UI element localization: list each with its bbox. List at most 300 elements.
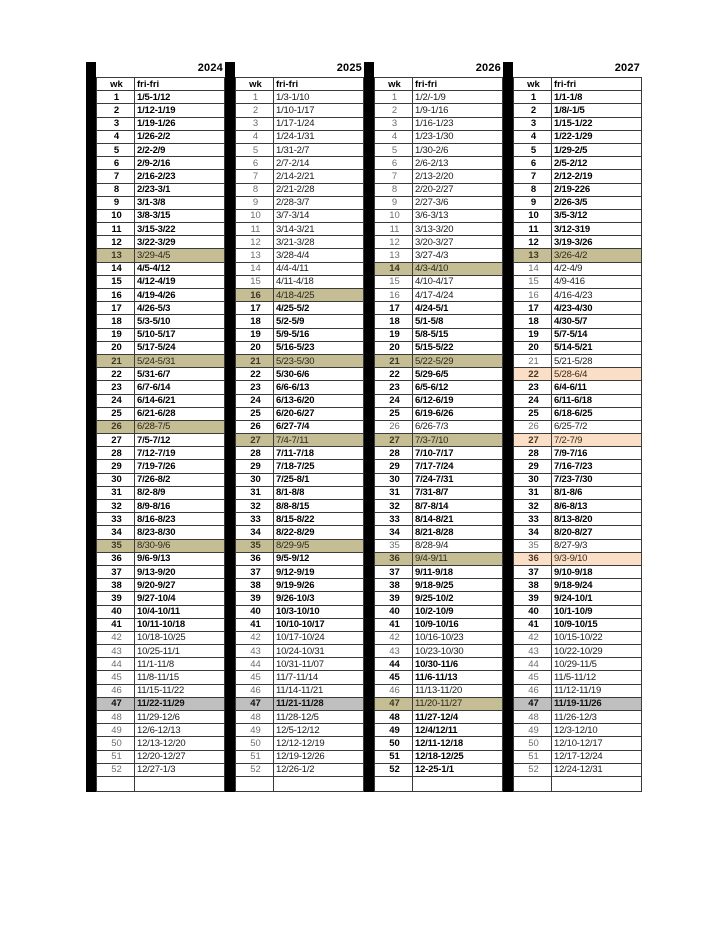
table-row[interactable]: [236, 539, 364, 552]
table-header-row: [375, 78, 503, 91]
week-range-cell: 6/6-6/13: [274, 381, 364, 394]
table-row[interactable]: [236, 724, 364, 737]
table-row[interactable]: [97, 631, 225, 644]
week-number-cell: 37: [97, 565, 135, 578]
week-number-cell: 51: [375, 750, 413, 763]
week-range-cell: 3/20-3/27: [413, 236, 503, 249]
table-row[interactable]: [97, 526, 225, 539]
week-number-cell: 3: [236, 117, 274, 130]
table-row[interactable]: [375, 354, 503, 367]
table-row[interactable]: [514, 104, 642, 117]
week-number-cell: 42: [236, 631, 274, 644]
table-row[interactable]: [236, 236, 364, 249]
week-number-cell: 33: [514, 513, 552, 526]
table-row[interactable]: [236, 262, 364, 275]
table-row[interactable]: [236, 302, 364, 315]
table-row[interactable]: [514, 486, 642, 499]
table-row[interactable]: [97, 117, 225, 130]
table-row[interactable]: [514, 605, 642, 618]
week-number-cell: 32: [375, 500, 413, 513]
table-row[interactable]: [236, 315, 364, 328]
week-number-cell: 45: [514, 671, 552, 684]
week-number-cell: 41: [514, 618, 552, 631]
week-number-cell: 39: [236, 592, 274, 605]
table-row[interactable]: [514, 170, 642, 183]
week-range-cell: 5/1-5/8: [413, 315, 503, 328]
table-row[interactable]: [514, 157, 642, 170]
week-number-cell: 18: [514, 315, 552, 328]
week-range-cell: 1/29-2/5: [552, 143, 642, 156]
table-row[interactable]: [375, 618, 503, 631]
table-row[interactable]: [375, 763, 503, 776]
week-number-cell: 39: [514, 592, 552, 605]
table-row[interactable]: [375, 117, 503, 130]
week-range-cell: 10/9-10/16: [413, 618, 503, 631]
table-row[interactable]: [236, 341, 364, 354]
week-number-cell: 18: [236, 315, 274, 328]
table-row[interactable]: [97, 104, 225, 117]
table-row[interactable]: [375, 209, 503, 222]
table-row[interactable]: [236, 618, 364, 631]
table-row[interactable]: [97, 473, 225, 486]
table-row[interactable]: [375, 711, 503, 724]
table-row[interactable]: [514, 724, 642, 737]
table-row[interactable]: [375, 249, 503, 262]
table-row[interactable]: [97, 196, 225, 209]
table-row[interactable]: [97, 275, 225, 288]
week-range-cell: 8/1-8/8: [274, 486, 364, 499]
week-number-cell: 6: [375, 157, 413, 170]
table-row[interactable]: [97, 618, 225, 631]
table-row[interactable]: [514, 302, 642, 315]
week-range-cell: 12/13-12/20: [135, 737, 225, 750]
table-row[interactable]: [236, 565, 364, 578]
table-row[interactable]: [375, 565, 503, 578]
week-number-cell: 7: [236, 170, 274, 183]
table-row[interactable]: [375, 143, 503, 156]
table-row[interactable]: [375, 697, 503, 710]
week-range-cell: 10/31-11/07: [274, 658, 364, 671]
table-row[interactable]: [375, 381, 503, 394]
table-row[interactable]: [97, 684, 225, 697]
table-row[interactable]: [514, 262, 642, 275]
table-row[interactable]: [236, 631, 364, 644]
week-number-cell: 38: [514, 579, 552, 592]
table-row[interactable]: [97, 434, 225, 447]
table-row[interactable]: [375, 539, 503, 552]
table-row[interactable]: [375, 631, 503, 644]
week-number-cell: 20: [375, 341, 413, 354]
table-row[interactable]: [375, 130, 503, 143]
table-row[interactable]: [375, 236, 503, 249]
table-row[interactable]: [236, 447, 364, 460]
week-number-cell: 50: [514, 737, 552, 750]
table-row[interactable]: [236, 671, 364, 684]
week-number-cell: 23: [375, 381, 413, 394]
table-row[interactable]: [236, 117, 364, 130]
table-row[interactable]: [97, 737, 225, 750]
table-row[interactable]: [375, 513, 503, 526]
table-row[interactable]: [514, 684, 642, 697]
week-range-cell: 11/22-11/29: [135, 697, 225, 710]
table-row[interactable]: [375, 724, 503, 737]
table-row[interactable]: [514, 671, 642, 684]
week-number-cell: 33: [236, 513, 274, 526]
table-row[interactable]: [97, 645, 225, 658]
table-row[interactable]: [236, 157, 364, 170]
table-row[interactable]: [236, 605, 364, 618]
table-row[interactable]: [236, 407, 364, 420]
table-row[interactable]: [97, 315, 225, 328]
table-row[interactable]: [514, 223, 642, 236]
table-row[interactable]: [375, 407, 503, 420]
week-range-cell: 7/2-7/9: [552, 434, 642, 447]
week-number-cell: 40: [375, 605, 413, 618]
table-row[interactable]: [514, 249, 642, 262]
table-row[interactable]: [514, 697, 642, 710]
week-range-cell: 10/2-10/9: [413, 605, 503, 618]
table-row[interactable]: [514, 645, 642, 658]
table-row[interactable]: [375, 592, 503, 605]
week-range-cell: 12/6-12/13: [135, 724, 225, 737]
table-row[interactable]: [514, 381, 642, 394]
table-row[interactable]: [375, 486, 503, 499]
week-number-cell: 16: [97, 289, 135, 302]
table-row[interactable]: [236, 104, 364, 117]
table-row[interactable]: [375, 328, 503, 341]
table-row[interactable]: [97, 420, 225, 433]
table-row[interactable]: [514, 513, 642, 526]
week-range-cell: 5/29-6/5: [413, 368, 503, 381]
week-range-cell: 11/6-11/13: [413, 671, 503, 684]
table-row[interactable]: [236, 486, 364, 499]
week-range-cell: 5/3-5/10: [135, 315, 225, 328]
week-range-cell: 11/14-11/21: [274, 684, 364, 697]
table-row[interactable]: [514, 539, 642, 552]
table-row[interactable]: [97, 565, 225, 578]
week-range-cell: 7/10-7/17: [413, 447, 503, 460]
table-row[interactable]: [514, 315, 642, 328]
table-row[interactable]: [514, 473, 642, 486]
table-row[interactable]: [236, 500, 364, 513]
table-row[interactable]: [514, 143, 642, 156]
column-header-range: fri-fri: [274, 78, 364, 91]
table-row[interactable]: [375, 315, 503, 328]
week-number-cell: 44: [236, 658, 274, 671]
table-row[interactable]: [514, 236, 642, 249]
table-row[interactable]: [514, 552, 642, 565]
table-row[interactable]: [514, 394, 642, 407]
table-row[interactable]: [236, 684, 364, 697]
week-number-cell: 2: [375, 104, 413, 117]
table-row[interactable]: [97, 354, 225, 367]
table-row[interactable]: [236, 143, 364, 156]
week-range-cell: 1/12-1/19: [135, 104, 225, 117]
table-row[interactable]: [236, 434, 364, 447]
week-number-cell: 33: [375, 513, 413, 526]
table-row[interactable]: [97, 592, 225, 605]
table-row[interactable]: [236, 209, 364, 222]
table-row[interactable]: [375, 91, 503, 104]
week-number-cell: 46: [97, 684, 135, 697]
week-number-cell: 19: [514, 328, 552, 341]
table-row[interactable]: [375, 473, 503, 486]
table-row[interactable]: [236, 223, 364, 236]
table-row[interactable]: [97, 500, 225, 513]
table-row[interactable]: [375, 262, 503, 275]
table-row[interactable]: [236, 513, 364, 526]
table-row[interactable]: [97, 460, 225, 473]
table-row[interactable]: [97, 407, 225, 420]
week-range-cell: 4/11-4/18: [274, 275, 364, 288]
table-row[interactable]: [97, 579, 225, 592]
week-range-cell: 8/7-8/14: [413, 500, 503, 513]
table-row[interactable]: [514, 526, 642, 539]
table-row[interactable]: [375, 157, 503, 170]
table-row[interactable]: [514, 275, 642, 288]
table-row[interactable]: [514, 420, 642, 433]
week-number-cell: 12: [375, 236, 413, 249]
table-row[interactable]: [236, 460, 364, 473]
week-range-cell: 8/22-8/29: [274, 526, 364, 539]
table-row[interactable]: [514, 750, 642, 763]
table-row[interactable]: [97, 302, 225, 315]
table-row[interactable]: [97, 658, 225, 671]
week-number-cell: 46: [236, 684, 274, 697]
table-row[interactable]: [514, 500, 642, 513]
table-row[interactable]: [375, 605, 503, 618]
table-row[interactable]: [97, 341, 225, 354]
table-row[interactable]: [375, 579, 503, 592]
table-row[interactable]: [97, 262, 225, 275]
table-row[interactable]: [97, 724, 225, 737]
table-row[interactable]: [375, 289, 503, 302]
table-row[interactable]: [97, 697, 225, 710]
table-row[interactable]: [375, 104, 503, 117]
table-row[interactable]: [97, 605, 225, 618]
week-range-cell: 1/2/-1/9: [413, 91, 503, 104]
table-row[interactable]: [236, 711, 364, 724]
week-range-cell: 8/1-8/6: [552, 486, 642, 499]
table-row[interactable]: [236, 763, 364, 776]
table-row[interactable]: [375, 183, 503, 196]
table-row[interactable]: [375, 420, 503, 433]
table-row[interactable]: [236, 289, 364, 302]
table-row[interactable]: [375, 196, 503, 209]
table-row[interactable]: [97, 183, 225, 196]
table-row[interactable]: [375, 552, 503, 565]
week-range-cell: 7/9-7/16: [552, 447, 642, 460]
table-row[interactable]: [375, 275, 503, 288]
table-row[interactable]: [375, 737, 503, 750]
table-row[interactable]: [236, 750, 364, 763]
table-row[interactable]: [97, 671, 225, 684]
week-range-cell: 3/27-4/3: [413, 249, 503, 262]
week-number-cell: 20: [97, 341, 135, 354]
table-row[interactable]: [375, 170, 503, 183]
week-range-cell: 11/29-12/6: [135, 711, 225, 724]
week-number-cell: 15: [236, 275, 274, 288]
table-row[interactable]: [514, 618, 642, 631]
table-row[interactable]: [236, 697, 364, 710]
week-range-cell: 8/21-8/28: [413, 526, 503, 539]
table-row[interactable]: [236, 737, 364, 750]
table-row[interactable]: [514, 368, 642, 381]
week-range-cell: 6/28-7/5: [135, 420, 225, 433]
table-row[interactable]: [375, 368, 503, 381]
week-range-cell: 3/8-3/15: [135, 209, 225, 222]
table-row[interactable]: [375, 341, 503, 354]
table-row[interactable]: [514, 763, 642, 776]
table-row[interactable]: [236, 275, 364, 288]
table-row[interactable]: [97, 209, 225, 222]
table-row[interactable]: [236, 658, 364, 671]
table-row[interactable]: [375, 645, 503, 658]
table-row[interactable]: [514, 434, 642, 447]
table-row[interactable]: [514, 460, 642, 473]
week-number-cell: 25: [97, 407, 135, 420]
year-block-2027: [513, 62, 642, 792]
table-row[interactable]: [97, 223, 225, 236]
table-row[interactable]: [97, 750, 225, 763]
table-row[interactable]: [514, 209, 642, 222]
week-range-cell: 8/20-8/27: [552, 526, 642, 539]
table-row[interactable]: [97, 552, 225, 565]
table-row[interactable]: [514, 592, 642, 605]
table-row[interactable]: [375, 671, 503, 684]
table-row[interactable]: [97, 539, 225, 552]
table-row[interactable]: [97, 157, 225, 170]
table-row[interactable]: [514, 447, 642, 460]
week-range-cell: 4/9-416: [552, 275, 642, 288]
table-row[interactable]: [97, 368, 225, 381]
week-number-cell: 38: [97, 579, 135, 592]
table-row[interactable]: [375, 658, 503, 671]
table-row[interactable]: [514, 711, 642, 724]
table-row[interactable]: [375, 460, 503, 473]
table-row[interactable]: [97, 236, 225, 249]
table-row[interactable]: [514, 737, 642, 750]
table-row[interactable]: [375, 434, 503, 447]
table-row[interactable]: [236, 354, 364, 367]
week-number-cell: 36: [514, 552, 552, 565]
table-row[interactable]: [236, 368, 364, 381]
table-row[interactable]: [236, 328, 364, 341]
table-row[interactable]: [236, 130, 364, 143]
week-number-cell: 39: [97, 592, 135, 605]
table-row[interactable]: [375, 750, 503, 763]
table-row[interactable]: [514, 183, 642, 196]
spacer-cell: [274, 776, 364, 791]
table-row[interactable]: [514, 91, 642, 104]
week-range-cell: 10/24-10/31: [274, 645, 364, 658]
table-row[interactable]: [514, 117, 642, 130]
table-row[interactable]: [514, 328, 642, 341]
table-row[interactable]: [236, 526, 364, 539]
table-row[interactable]: [375, 526, 503, 539]
week-range-cell: 11/27-12/4: [413, 711, 503, 724]
week-range-cell: 6/19-6/26: [413, 407, 503, 420]
table-row[interactable]: [236, 473, 364, 486]
week-number-cell: 40: [97, 605, 135, 618]
table-row[interactable]: [375, 223, 503, 236]
week-table-2027: [513, 77, 642, 792]
table-row[interactable]: [236, 394, 364, 407]
table-row[interactable]: [375, 447, 503, 460]
table-row[interactable]: [97, 328, 225, 341]
table-row[interactable]: [514, 579, 642, 592]
table-row[interactable]: [236, 170, 364, 183]
table-row[interactable]: [97, 381, 225, 394]
table-row[interactable]: [514, 196, 642, 209]
table-row[interactable]: [514, 565, 642, 578]
week-range-cell: 10/9-10/15: [552, 618, 642, 631]
table-row[interactable]: [97, 513, 225, 526]
week-range-cell: 1/8/-1/5: [552, 104, 642, 117]
table-row[interactable]: [514, 341, 642, 354]
week-number-cell: 38: [236, 579, 274, 592]
table-row[interactable]: [236, 381, 364, 394]
table-row[interactable]: [514, 354, 642, 367]
week-range-cell: 1/9-1/16: [413, 104, 503, 117]
week-range-cell: 1/26-2/2: [135, 130, 225, 143]
table-row[interactable]: [375, 684, 503, 697]
table-row[interactable]: [97, 170, 225, 183]
table-row[interactable]: [514, 631, 642, 644]
week-range-cell: 1/10-1/17: [274, 104, 364, 117]
table-row[interactable]: [236, 579, 364, 592]
week-range-cell: 1/23-1/30: [413, 130, 503, 143]
week-range-cell: 11/8-11/15: [135, 671, 225, 684]
table-row[interactable]: [236, 249, 364, 262]
table-row[interactable]: [514, 130, 642, 143]
week-number-cell: 12: [236, 236, 274, 249]
table-row[interactable]: [97, 249, 225, 262]
table-row[interactable]: [236, 196, 364, 209]
week-number-cell: 41: [375, 618, 413, 631]
table-row[interactable]: [236, 183, 364, 196]
week-number-cell: 10: [514, 209, 552, 222]
table-row[interactable]: [97, 711, 225, 724]
week-range-cell: 5/17-5/24: [135, 341, 225, 354]
table-row[interactable]: [375, 302, 503, 315]
week-number-cell: 31: [514, 486, 552, 499]
table-row[interactable]: [236, 645, 364, 658]
table-row[interactable]: [97, 289, 225, 302]
week-range-cell: 3/5-3/12: [552, 209, 642, 222]
table-row[interactable]: [97, 143, 225, 156]
table-row[interactable]: [97, 91, 225, 104]
week-number-cell: 9: [97, 196, 135, 209]
week-table-2026: [374, 77, 503, 792]
week-range-cell: 4/17-4/24: [413, 289, 503, 302]
table-row[interactable]: [236, 420, 364, 433]
week-number-cell: 8: [236, 183, 274, 196]
table-row[interactable]: [97, 394, 225, 407]
table-row[interactable]: [97, 130, 225, 143]
table-row[interactable]: [514, 407, 642, 420]
table-row[interactable]: [514, 289, 642, 302]
table-row[interactable]: [514, 658, 642, 671]
table-row[interactable]: [375, 500, 503, 513]
table-row[interactable]: [97, 486, 225, 499]
table-row[interactable]: [375, 394, 503, 407]
table-row[interactable]: [236, 91, 364, 104]
table-row[interactable]: [97, 763, 225, 776]
table-row[interactable]: [97, 447, 225, 460]
table-row[interactable]: [236, 592, 364, 605]
table-row[interactable]: [236, 552, 364, 565]
